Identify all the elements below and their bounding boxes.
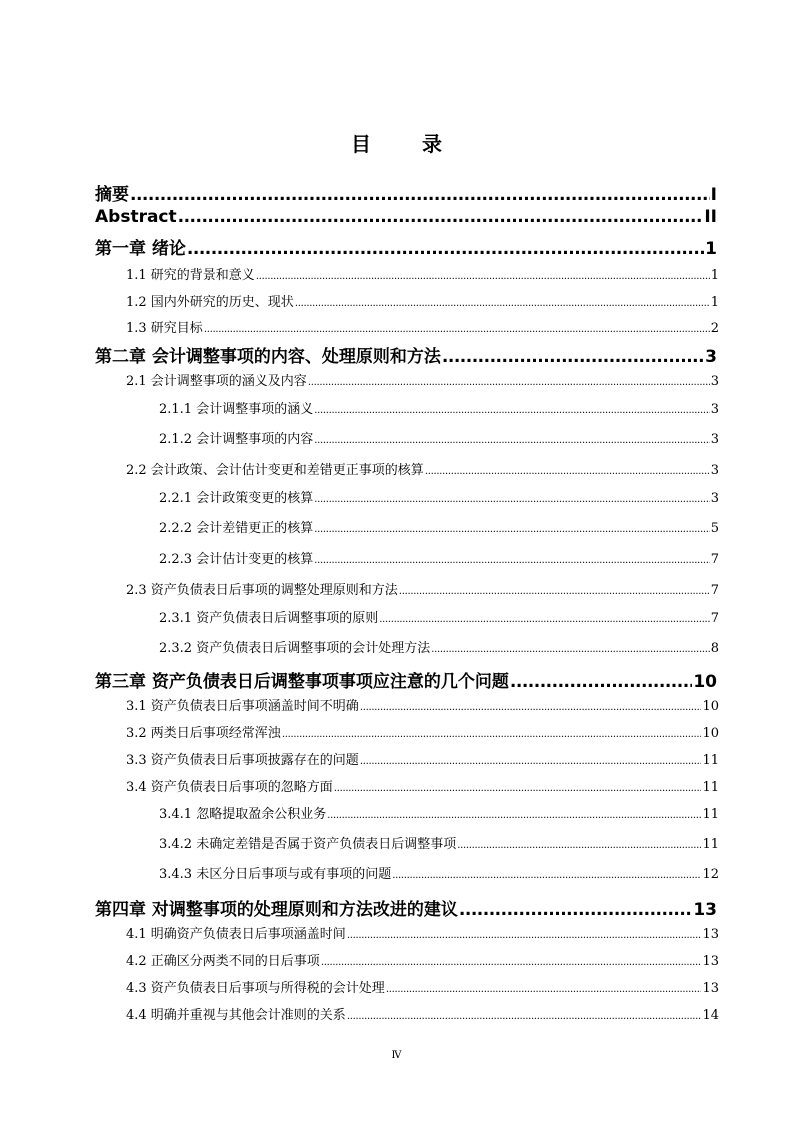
toc-leader-dots [308,377,710,388]
toc-leader-dots [347,1011,702,1022]
toc-entry-label: 摘要 [95,185,129,205]
toc-entry-page: 13 [702,927,719,942]
toc-leader-dots [178,207,704,227]
toc-entry[interactable] [159,548,719,567]
toc-entry[interactable] [159,398,719,417]
toc-entry-label: 2.1.2 会计调整事项的内容 [159,432,314,447]
toc-entry-page: 10 [693,672,717,692]
toc-entry-page: 3 [710,463,719,478]
toc-leader-dots [457,840,701,851]
toc-entry-page: 2 [710,321,719,336]
toc-entry-label: 2.2.2 会计差错更正的核算 [159,521,314,536]
toc-entry-label: 1.2 国内外研究的历史、现状 [126,295,294,310]
toc-entry[interactable] [126,977,719,996]
toc-entry-label: 3.1 资产负债表日后事项涵盖时间不明确 [126,699,359,714]
toc-entry-page: 11 [702,807,719,822]
toc-leader-dots [187,239,704,259]
toc-entry[interactable] [159,637,719,656]
toc-entry-label: 第二章 会计调整事项的内容、处理原则和方法 [95,347,441,367]
toc-entry-label: 1.1 研究的背景和意义 [126,268,255,283]
toc-entry[interactable] [126,749,719,768]
toc-leader-dots [314,524,710,535]
toc-entry[interactable] [159,833,719,852]
toc-leader-dots [510,672,692,692]
toc-entry-label: 2.2.1 会计政策变更的核算 [159,491,314,506]
toc-entry[interactable] [126,459,719,478]
toc-entry-page: 11 [702,837,719,852]
toc-leader-dots [314,435,710,446]
toc-entry[interactable] [126,579,719,598]
toc-leader-dots [314,494,710,505]
toc-entry-page: 3 [710,402,719,417]
toc-entry-page: 13 [702,954,719,969]
toc-entry-label: 3.4.2 未确定差错是否属于资产负债表日后调整事项 [159,837,457,852]
toc-entry-page: 11 [702,753,719,768]
toc-entry-label: 2.2 会计政策、会计估计变更和差错更正事项的核算 [126,463,424,478]
toc-entry[interactable] [126,317,719,336]
toc-leader-dots [459,900,692,920]
toc-title: 目 录 [351,132,464,156]
toc-leader-dots [314,405,710,416]
toc-leader-dots [360,756,702,767]
toc-entry-label: 第四章 对调整事项的处理原则和方法改进的建议 [95,900,458,920]
toc-leader-dots [442,347,704,367]
toc-entry[interactable] [95,895,717,920]
toc-entry-page: 14 [702,1008,719,1023]
toc-entry-page: 13 [702,981,719,996]
toc-leader-dots [321,957,702,968]
toc-entry[interactable] [95,207,717,227]
toc-entry[interactable] [159,863,719,882]
toc-entry-label: 3.2 两类日后事项经常浑浊 [126,726,281,741]
toc-entry-label: 4.3 资产负债表日后事项与所得税的会计处理 [126,981,385,996]
toc-leader-dots [334,783,702,794]
toc-leader-dots [379,614,710,625]
toc-entry-label: 4.2 正确区分两类不同的日后事项 [126,954,320,969]
toc-entry-label: 3.4 资产负债表日后事项的忽略方面 [126,780,333,795]
toc-entry-page: II [704,207,717,227]
toc-entry[interactable] [126,722,719,741]
toc-leader-dots [431,644,710,655]
toc-leader-dots [399,586,710,597]
toc-entry[interactable] [126,776,719,795]
toc-entry-page: 7 [710,583,719,598]
toc-leader-dots [256,271,710,282]
toc-entry[interactable] [126,291,719,310]
toc-entry-page: 3 [710,374,719,389]
toc-entry[interactable] [159,607,719,626]
toc-entry-label: 2.1.1 会计调整事项的涵义 [159,402,314,417]
toc-leader-dots [204,324,710,335]
toc-entry-page: 1 [705,239,717,259]
toc-entry-label: 第三章 资产负债表日后调整事项事项应注意的几个问题 [95,672,509,692]
toc-entry-label: 4.4 明确并重视与其他会计准则的关系 [126,1008,346,1023]
toc-leader-dots [282,729,702,740]
toc-entry-page: 7 [710,552,719,567]
toc-entry[interactable] [95,342,717,367]
toc-entry-label: 3.4.3 未区分日后事项与或有事项的问题 [159,867,392,882]
toc-entry-label: 3.3 资产负债表日后事项披露存在的问题 [126,753,359,768]
toc-entry-page: 7 [710,611,719,626]
toc-entry-page: 10 [702,699,719,714]
toc-leader-dots [314,555,710,566]
toc-entry-page: 3 [710,432,719,447]
toc-leader-dots [392,870,701,881]
toc-leader-dots [130,185,710,205]
toc-entry-page: 3 [705,347,717,367]
toc-entry[interactable] [159,517,719,536]
toc-entry-label: 2.3.1 资产负债表日后调整事项的原则 [159,611,379,626]
toc-entry-label: 1.3 研究目标 [126,321,203,336]
toc-entry-page: 13 [693,900,717,920]
toc-leader-dots [327,810,701,821]
toc-entry-page: 12 [702,867,719,882]
toc-leader-dots [360,702,702,713]
toc-entry[interactable] [95,180,717,205]
toc-entry[interactable] [126,923,719,942]
toc-entry[interactable] [126,695,719,714]
page-number: Ⅳ [391,1050,402,1061]
toc-entry-page: 5 [710,521,719,536]
toc-entry[interactable] [126,264,719,283]
toc-entry[interactable] [95,234,717,259]
toc-entry-label: 2.2.3 会计估计变更的核算 [159,552,314,567]
toc-entry-label: 第一章 绪论 [95,239,186,259]
toc-entry-page: 1 [710,268,719,283]
toc-entry[interactable] [126,370,719,389]
toc-leader-dots [425,466,710,477]
toc-leader-dots [347,930,702,941]
toc-entry-label: 2.3.2 资产负债表日后调整事项的会计处理方法 [159,641,431,656]
toc-entry[interactable] [126,1004,719,1023]
toc-entry-page: 3 [710,491,719,506]
toc-entry-label: 4.1 明确资产负债表日后事项涵盖时间 [126,927,346,942]
toc-entry[interactable] [159,803,719,822]
toc-entry-label: 3.4.1 忽略提取盈余公积业务 [159,807,327,822]
toc-entry-label: 2.3 资产负债表日后事项的调整处理原则和方法 [126,583,398,598]
toc-entry-page: 10 [702,726,719,741]
toc-entry-label: 2.1 会计调整事项的涵义及内容 [126,374,307,389]
toc-leader-dots [295,298,710,309]
toc-entry[interactable] [126,950,719,969]
toc-entry-page: I [710,185,717,205]
toc-entry-page: 8 [710,641,719,656]
toc-entry[interactable] [159,487,719,506]
toc-entry-label: Abstract [95,207,177,227]
toc-entry[interactable] [95,667,717,692]
toc-entry-page: 11 [702,780,719,795]
toc-leader-dots [386,984,702,995]
toc-entry[interactable] [159,428,719,447]
toc-entry-page: 1 [710,295,719,310]
